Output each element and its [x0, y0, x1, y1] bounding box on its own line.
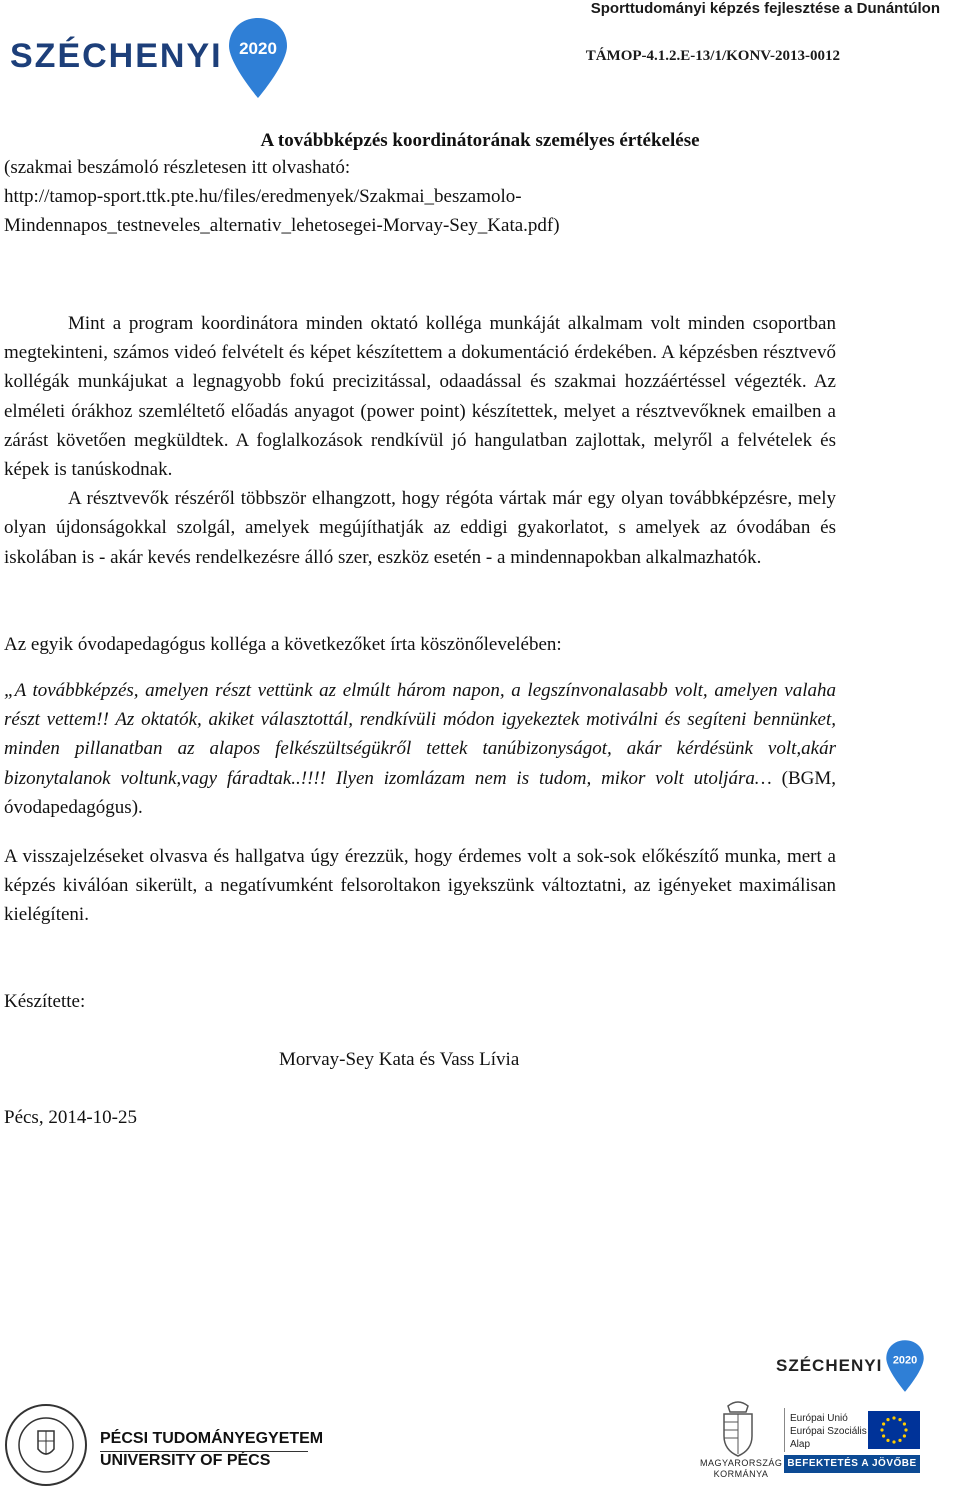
university-name-en: UNIVERSITY OF PÉCS [100, 1452, 271, 1469]
eu-label [790, 1412, 867, 1451]
quote-text: „A továbbképzés, amelyen részt vettünk az elmúlt három napon, a legszínvonalasabb volt, amelyen valaha részt vettem!! Az oktatók, akiket választottál, rendkívüli módon igyekeztek motiválni és segíteni bennünket, minden pillanatban az alapos felkészültségükről tettek tanúbizonyságot, akár kérdésünk volt,akár bizonytalanok voltunk,vagy fáradtak..!!!! Ilyen izomlázam nem is tudom, mikor volt utoljára… [4, 680, 836, 789]
szechenyi-small-year: 2020 [893, 1354, 918, 1367]
eu-slogan-banner: BEFEKTETÉS A JÖVŐBE [784, 1455, 920, 1473]
government-label [700, 1458, 782, 1480]
coat-of-arms-icon [716, 1400, 760, 1458]
paragraph-text: A visszajelzéseket olvasva és hallgatva úgy érezzük, hogy érdemes volt a sok-sok előkészítő munka, mert a képzés kiválóan sikerült, a negatívumként felsoroltakon igyekszünk változtatni, az igényeket maximálisan kielégíteni. [4, 846, 836, 926]
eu-line: Európai Unió [790, 1413, 848, 1424]
document-title: A továbbképzés koordinátorának személyes értékelése [260, 130, 700, 151]
intro-line: Az egyik óvodapedagógus kolléga a következőket írta köszönőlevelében: [4, 634, 562, 655]
szechenyi-small-word: SZÉCHENYI [776, 1356, 883, 1375]
paragraph-feedback [4, 842, 836, 930]
map-pin-icon [885, 1337, 925, 1395]
authors: Morvay-Sey Kata és Vass Lívia [279, 1049, 520, 1070]
project-code: TÁMOP-4.1.2.E-13/1/KONV-2013-0012 [585, 48, 840, 64]
divider [784, 1408, 785, 1452]
project-title: Sporttudományi képzés fejlesztése a Dunántúlon [590, 0, 940, 17]
quote-block [4, 676, 836, 822]
place-date: Pécs, 2014-10-25 [4, 1107, 137, 1128]
divider [100, 1451, 308, 1452]
eu-flag-icon [868, 1411, 920, 1449]
university-name [100, 1428, 323, 1472]
szechenyi-logo-word: SZÉCHENYI [10, 36, 223, 75]
eu-line: Alap [790, 1439, 811, 1450]
quote-attribution: (BGM, óvodapedagógus). [4, 767, 836, 818]
ref-line: (szakmai beszámoló részletesen itt olvasható: [4, 157, 351, 178]
paragraph-coordinator [4, 309, 836, 572]
government-line: KORMÁNYA [713, 1469, 769, 1479]
paragraph-text: A résztvevők részéről többször elhangzott, hogy régóta vártak már egy olyan továbbképzésre, mely olyan újdonságokkal szolgál, amelyek megújíthatják az eddigi gyakorlatot, s amelyek az óvodában és iskolában is - akár kevés rendelkezésre álló szer, eszköz esetén - a mindennapokban alkalmazhatók. [4, 488, 836, 568]
szechenyi-2020-logo [10, 12, 289, 100]
ref-url-line: Mindennapos_testneveles_alternativ_lehetosegei-Morvay-Sey_Kata.pdf) [4, 215, 560, 236]
szechenyi-logo-year: 2020 [238, 39, 277, 58]
university-seal-icon [4, 1403, 88, 1487]
prepared-by-label: Készítette: [4, 991, 86, 1012]
government-line: MAGYARORSZÁG [700, 1458, 783, 1468]
map-pin-icon [227, 16, 289, 100]
szechenyi-2020-small-logo [776, 1337, 925, 1395]
eu-line: Európai Szociális [790, 1426, 867, 1437]
university-name-hu: PÉCSI TUDOMÁNYEGYETEM [100, 1430, 324, 1447]
ref-url-line: http://tamop-sport.ttk.pte.hu/files/eredmenyek/Szakmai_beszamolo- [4, 186, 522, 207]
paragraph-text: Mint a program koordinátora minden oktató kolléga munkáját alkalmam volt minden csoportban megtekinteni, számos videó felvételt és képet készítettem a dokumentáció érdekében. A képzésben résztvevő kollégák munkájukat a legnagyobb fokú precizitással, odaadással és szakmai hozzáértéssel végezték. Az elméleti órákhoz szemléltető előadás anyagot (power point) készítettek, melyet a résztvevőknek emailben a zárást követően megküldtek. A foglalkozások rendkívül jó hangulatban zajlottak, melyről a felvételek és képek is tanúskodnak. [4, 313, 836, 481]
